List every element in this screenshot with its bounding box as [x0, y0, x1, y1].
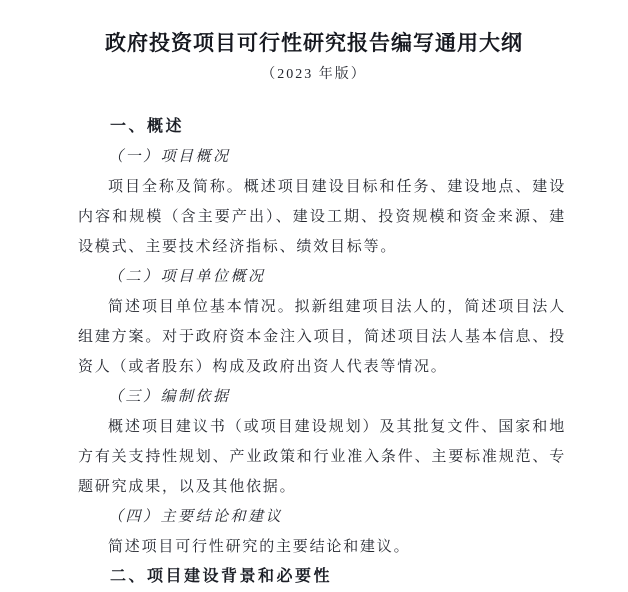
- sub-heading: （三）编制依据: [108, 389, 231, 405]
- sub-heading: （一）项目概况: [108, 149, 231, 165]
- section-heading: 二、项目建设背景和必要性: [110, 568, 333, 585]
- paragraph: 项目全称及简称。概述项目建设目标和任务、建设地点、建设内容和规模（含主要产出）、建设工期、投资规模和资金来源、建设模式、主要技术经济指标、绩效目标等。: [78, 179, 566, 255]
- section-heading: 一、概述: [110, 118, 185, 135]
- paragraph: 概述项目建议书（或项目建设规划）及其批复文件、国家和地方有关支持性规划、产业政策和行业准入条件、主要标准规范、专题研究成果，以及其他依据。: [78, 419, 566, 495]
- sub-heading: （四）主要结论和建议: [108, 509, 284, 525]
- document-title: 政府投资项目可行性研究报告编写通用大纲: [105, 31, 523, 55]
- document-subtitle: （2023 年版）: [261, 67, 367, 82]
- paragraph: 简述项目单位基本情况。拟新组建项目法人的，简述项目法人组建方案。对于政府资本金注入项目，简述项目法人基本信息、投资人（或者股东）构成及政府出资人代表等情况。: [78, 299, 566, 375]
- document-body: [78, 112, 566, 592]
- paragraph: 简述项目可行性研究的主要结论和建议。: [108, 539, 411, 555]
- sub-heading: （二）项目单位概况: [108, 269, 266, 285]
